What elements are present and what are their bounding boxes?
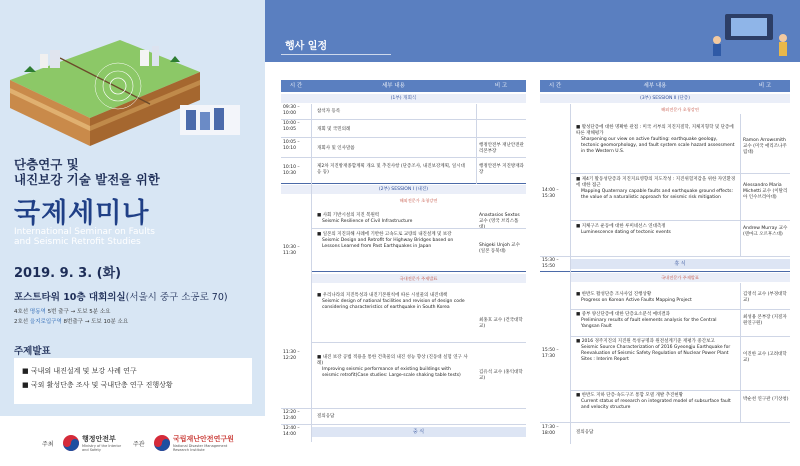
talk-speaker: 박순천 연구관 (기상청) <box>743 397 789 402</box>
theme-item: ■ 국내외 내진설계 및 보강 사례 연구 <box>22 367 137 375</box>
talk-item: ■ 일본의 지진피해 사례에 기반한 고속도로 교량의 내진설계 및 보강 Seismic Design and Retrofit for Highway Bridges based on Lessons Learned from Past Earthquakes in Japan <box>317 232 469 250</box>
col-divider <box>740 114 741 256</box>
schedule-header <box>265 0 800 62</box>
row-content: 개회사 및 인사말씀 <box>317 146 355 151</box>
poster-title-main: 국제세미나 <box>14 198 150 229</box>
row-divider <box>570 336 790 337</box>
row-time: 10:00 – 10:05 <box>283 121 300 132</box>
row-divider <box>281 119 526 120</box>
talk-speaker: 이진한 교수 (고려대학교) <box>743 352 787 363</box>
talk-speaker: 최홍호 교수 (건국대학교) <box>479 318 523 329</box>
talk-title-ko: 활성단층에 대한 명확한 관점 : 미국 서부의 지진지질학, 지체지형학 및 단층에 따른 재해평가 <box>576 125 734 136</box>
header-time: 시 간 <box>281 80 311 92</box>
session-time: 15:50 – 17:30 <box>542 348 559 359</box>
section-divider <box>540 271 790 272</box>
talk-title-ko: 한반도 활성단층 조사사업 진행상황 <box>581 292 652 297</box>
talk-title-en: Improving seismic performance of existing buildings with seismic retrofit(Case studies: Large-scale shaking table tests) <box>322 367 461 378</box>
taegeuk-logo-icon <box>153 434 171 452</box>
row-time: 09:30 – 10:00 <box>283 105 300 116</box>
row-content: 개회 및 국민의례 <box>317 127 351 132</box>
row-content: 제2차 지진방재종합계획 개요 및 추진사항 (단층조사, 내진보강계획, 일시대응 등) <box>317 164 465 175</box>
host-name: 행정안전부 <box>82 435 116 443</box>
section-divider <box>281 183 526 184</box>
session-2: (3부) SESSION Ⅱ (단층) <box>540 94 790 103</box>
row-divider <box>281 137 526 138</box>
title-line-2: 내진보강 기술 발전을 위한 <box>14 172 160 187</box>
dir1-prefix: 4호선 <box>14 309 29 315</box>
row-time: 12:40 – 14:00 <box>283 426 300 437</box>
talk-title-en: Sharpening our view on active faulting: earthquake geology, tectonic geomorphology, and fault system scale hazard assessment in the Western U.S. <box>581 137 735 154</box>
row-divider <box>540 256 790 257</box>
row-divider <box>311 228 526 229</box>
talk-title-ko: 제4기 활동성단층과 지진지표영향의 지도작성 : 지진위험저감을 위한 자연환경에 대한 접근 <box>576 177 736 188</box>
session-2-sub: 해외전문가 초청강연 <box>661 107 699 112</box>
header-note: 비 고 <box>740 80 790 92</box>
talk-title-ko: 우리나라의 지진특성과 내진기본원칙에 따른 시설물의 내진대책 <box>322 293 448 298</box>
schedule-title: 행사 일정 <box>285 41 328 52</box>
row-divider <box>311 342 526 343</box>
row-note: 행정안전부 지진방재과장 <box>479 164 524 175</box>
session-opening: (1부) 개회식 <box>281 94 526 103</box>
org-name-en: National Disaster Management Research Institute <box>173 444 228 452</box>
talk-title-en: Current status of research on integrated model of subsurface fault and velocity structure <box>581 399 731 410</box>
row-divider <box>281 157 526 158</box>
fault-landscape-illustration <box>0 0 265 165</box>
talk-title-en: Mapping Quaternary capable faults and earthquake ground effects: the value of a naturalistic approach for seismic risk mitigation <box>581 189 733 200</box>
talk-item: ■ 활성단층에 대한 명확한 관점 : 미국 서부의 지진지질학, 지체지형학 및 단층에 따른 재해평가 Sharpening our view on active faulting: earthquake geology, tectonic geomorphology, and fault system scale hazard assessment in the Western U.S. <box>576 125 735 154</box>
dir1-station: 명동역 <box>29 309 46 315</box>
talk-title-en: Preliminary results of fault elements analysis for the Central Yangsan Fault <box>581 318 717 329</box>
talk-item: ■ 중부 양산단층에 대한 단층요소분석 예비결과 Preliminary results of fault elements analysis for the Central Yangsan Fault <box>576 312 736 330</box>
row-note: 행정안전부 재난안전관리본부장 <box>479 143 524 154</box>
talk-speaker: Alessandro Maria Michetti 교수 (이탈리아 인수브리아대) <box>743 183 788 200</box>
session-2-sub2: 국내전문가 주제발표 <box>570 273 790 282</box>
row-content: 참석자 등록 <box>317 109 341 114</box>
talk-item: ■ 사회 기반시설의 지진 복원력 Seismic Resilience of Civil Infrastructure <box>317 213 413 224</box>
row-time: 17:30 – 18:00 <box>542 425 559 436</box>
row-divider <box>570 173 790 174</box>
session-time: 10:30 – 11:30 <box>283 245 300 256</box>
host-name-en: Ministry of the Interior and Safety <box>82 444 122 452</box>
row-time: 15:30 – 15:50 <box>542 258 559 269</box>
talk-title-en: Seismic Resilience of Civil Infrastructure <box>322 219 413 224</box>
direction-line-2 <box>14 317 128 325</box>
org-name: 국립재난안전연구원 <box>173 435 234 443</box>
talk-title-en: Seismic Design and Retrofit for Highway Bridges based on Lessons Learned from Past Earthquakes in Japan <box>322 238 454 249</box>
talk-title-en: Seismic Source Characterization of 2016 Gyeongju Earthquake for Reevaluation of Seismic Safety Regulation of Nuclear Power Plant Sites : Interim Report <box>581 345 731 362</box>
theme-label: 주제발표 <box>14 346 51 357</box>
row-divider <box>540 422 790 423</box>
talk-item: ■ 제4기 활동성단층과 지진지표영향의 지도작성 : 지진위험저감을 위한 자연환경에 대한 접근 Mapping Quaternary capable faults and earthquake ground effects: the value of a naturalistic approach for seismic risk mitigation <box>576 177 736 200</box>
col-divider <box>570 104 571 444</box>
header-note: 비 고 <box>476 80 526 92</box>
break-row: 휴 식 <box>570 259 790 269</box>
talk-speaker: Andrew Murray 교수 (덴마크 오르후스대) <box>743 226 788 237</box>
talk-item: ■ 2016 경주지진의 지진원 특성규명과 원전설계기준 재평가 중간보고 Seismic Source Characterization of 2016 Gyeongju Earthquake for Reevaluation of Seismic Safety Regulation of Nuclear Power Plant Sites : Interim Report <box>576 339 736 363</box>
taegeuk-logo-icon <box>62 434 80 452</box>
theme-item-2: 국외 활성단층 조사 및 국내단층 연구 진행상황 <box>30 381 173 389</box>
talk-title-ko: 일본의 지진피해 사례에 기반한 고속도로 교량의 내진설계 및 보강 <box>322 232 452 237</box>
row-time: 10:10 – 10:30 <box>283 165 300 176</box>
poster-panel <box>0 0 265 466</box>
talk-title-ko: 2016 경주지진의 지진원 특성규명과 원전설계기준 재평가 중간보고 <box>581 339 715 344</box>
theme-item-1: 국내외 내진설계 및 보강 사례 연구 <box>30 367 137 375</box>
event-date: 2019. 9. 3. (화) <box>14 266 122 281</box>
theme-item: ■ 국외 활성단층 조사 및 국내단층 연구 진행상황 <box>22 381 173 389</box>
talk-title-en: Seismic design of national facilities and revision of design code considering characteristics of earthquake in South Korea <box>322 299 465 310</box>
talk-title-ko: 사회 기반시설의 지진 복원력 <box>322 213 380 218</box>
talk-title-ko: 중부 양산단층에 대한 단층요소분석 예비결과 <box>581 312 671 317</box>
venue-main: 포스트타워 10층 대회의실 <box>14 292 126 303</box>
header-divider <box>281 54 391 55</box>
row-time: 12:20 – 12:40 <box>283 410 300 421</box>
talk-speaker: 최성용 본부장 (지질자원연구원) <box>743 315 787 326</box>
talk-speaker: Ramon Arrowsmith 교수 (미국 애리조나주립대) <box>743 138 787 155</box>
footer <box>0 416 265 466</box>
talk-title-ko: 한반도 지하 단층·속도구조 통합 모델 개발 추진현황 <box>581 393 683 398</box>
header-content: 세부 내용 <box>570 80 740 92</box>
row-divider <box>281 408 526 409</box>
talk-title-ko: 지체구조 운동에 대한 루미네선스 연대측정 <box>581 224 666 229</box>
row-divider <box>570 309 790 310</box>
lunch-row: 중 식 <box>311 427 526 437</box>
row-divider <box>570 220 790 221</box>
section-divider <box>311 271 526 272</box>
session-1-sub2: 국내전문가 주제발표 <box>311 274 526 283</box>
host-label: 주최 <box>42 441 54 448</box>
title-line-1: 단층연구 및 <box>14 157 79 172</box>
session-time: 11:30 – 12:20 <box>283 350 300 361</box>
dir2-rest: 8번출구 → 도보 10분 소요 <box>63 319 129 325</box>
talk-speaker: Anastasios Sextos 교수 (영국 브리스톨 <box>479 213 520 224</box>
session-time: 14:00 – 15:30 <box>542 188 559 199</box>
talk-title-en: Luminescence dating of tectonic events <box>581 230 671 235</box>
event-venue <box>14 289 228 303</box>
row-divider <box>570 390 790 391</box>
row-content: 질의응답 <box>317 414 335 419</box>
talk-title-en: Progress on Korean Active Faults Mapping Project <box>581 298 692 303</box>
talk-speaker: 김영석 교수 (부경대학교) <box>743 292 787 303</box>
talk-title-ko: 내진 보강 공법 적용을 통한 건축물의 내진 성능 향상 (진동대 실험 연구 사례) <box>317 355 468 366</box>
dir2-station: 을지로입구역 <box>29 319 62 325</box>
theme-box <box>14 358 252 404</box>
people-illustration <box>705 2 795 60</box>
dir1-rest: 5번 출구 → 도보 5분 소요 <box>47 309 111 315</box>
col-divider <box>476 104 477 184</box>
poster-subtitle-en <box>14 227 155 247</box>
talk-item: ■ 지체구조 운동에 대한 루미네선스 연대측정 Luminescence dating of tectonic events <box>576 224 736 236</box>
col-divider <box>311 104 312 442</box>
session-1: (2부) SESSION Ⅰ (내진) <box>281 185 526 194</box>
subtitle-line-1: International Seminar on Faults <box>14 227 155 237</box>
subtitle-line-2: and Seismic Retrofit Studies <box>14 237 141 247</box>
row-content: 질의응답 <box>576 430 594 435</box>
direction-line-1 <box>14 307 110 315</box>
row-time: 10:05 – 10:10 <box>283 140 300 151</box>
talk-speaker: 김유석 교수 (홍익대학교) <box>479 370 523 381</box>
col-divider <box>740 283 741 423</box>
talk-item: ■ 한반도 지하 단층·속도구조 통합 모델 개발 추진현황 Current status of research on integrated model of subsurface fault and velocity structure <box>576 393 736 411</box>
talk-speaker: Shigeki Unjoh 교수 (일본 동북대) <box>479 243 520 254</box>
schedule-panel <box>265 0 800 466</box>
talk-item: ■ 우리나라의 지진특성과 내진기본원칙에 따른 시설물의 내진대책 Seismic design of national facilities and revision of design code considering characteristics of earthquake in South Korea <box>317 293 469 311</box>
venue-detail: (서울시 중구 소공로 70) <box>125 292 228 303</box>
poster-title-sub <box>14 157 160 187</box>
org-label: 주관 <box>133 441 145 448</box>
dir2-prefix: 2호선 <box>14 319 29 325</box>
talk-item: ■ 내진 보강 공법 적용을 통한 건축물의 내진 성능 향상 (진동대 실험 연구 사례) Improving seismic performance of existing buildings with seismic retrofit(Case studies: Large-scale shaking table tests) <box>317 355 468 378</box>
session-1-sub: 해외전문가 초청강연 <box>399 198 438 203</box>
header-content: 세부 내용 <box>311 80 476 92</box>
row-divider <box>281 424 526 425</box>
talk-item: ■ 한반도 활성단층 조사사업 진행상황 Progress on Korean Active Faults Mapping Project <box>576 292 736 304</box>
header-time: 시 간 <box>540 80 570 92</box>
